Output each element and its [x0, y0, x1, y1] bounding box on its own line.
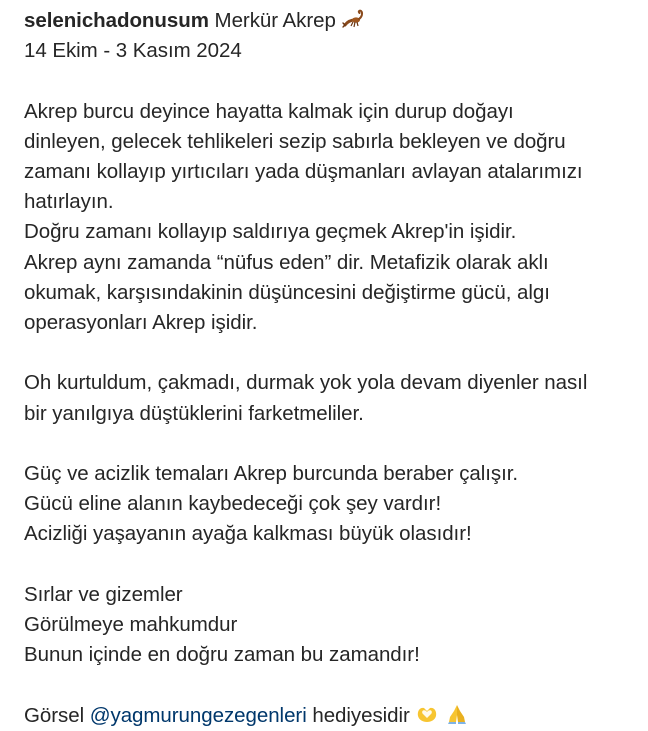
paragraph-line: hatırlayın.	[24, 190, 114, 214]
caption-header	[24, 6, 636, 36]
paragraph-line: Akrep aynı zamanda “nüfus eden” dir. Metafizik olarak aklı	[24, 250, 549, 274]
paragraph-line: Bunun içinde en doğru zaman bu zamandır!	[24, 643, 420, 667]
paragraph-line: zamanı kollayıp yırtıcıları yada düşmanları avlayan atalarımızı	[24, 160, 583, 183]
paragraph-line: dinleyen, gelecek tehlikeleri sezip sabırla bekleyen ve doğru	[24, 129, 566, 153]
paragraph-line: Güç ve acizlik temaları Akrep burcunda beraber çalışır.	[24, 462, 519, 485]
blank-line	[24, 429, 636, 459]
mention-link[interactable]: @yagmurungezegenleri	[89, 703, 307, 727]
paragraph-line: Oh kurtuldum, çakmadı, durmak yok yola devam diyenler nasıl	[24, 371, 588, 395]
paragraph-line: Akrep burcu deyince hayatta kalmak için durup doğayı	[24, 99, 514, 123]
folded-hands-icon	[445, 703, 469, 725]
paragraph-line: bir yanılgıya düştüklerini farketmeliler.	[24, 401, 364, 425]
scorpion-icon	[342, 8, 366, 30]
blank-line	[24, 670, 636, 700]
paragraph-line: operasyonları Akrep işidir.	[24, 311, 258, 335]
paragraph-line: Doğru zamanı kollayıp saldırıya geçmek Akrep'in işidir.	[24, 220, 517, 244]
blank-line	[24, 338, 636, 368]
credit-prefix: Görsel	[24, 703, 90, 727]
post-caption	[24, 6, 636, 731]
caption-dates: 14 Ekim - 3 Kasım 2024	[24, 39, 242, 63]
paragraph-line: okumak, karşısındakinin düşüncesini değiştirme gücü, algı	[24, 280, 550, 304]
paragraph-line: Acizliği yaşayanın ayağa kalkması büyük olasıdır!	[24, 522, 472, 546]
heart-hands-icon	[415, 703, 439, 725]
paragraph-line: Gücü eline alanın kaybedeceği çok şey vardır!	[24, 492, 442, 516]
username-link[interactable]: selenichadonusum	[24, 9, 209, 32]
blank-line	[24, 66, 636, 96]
paragraph-line: Görülmeye mahkumdur	[24, 613, 238, 636]
credit-suffix: hediyesidir	[306, 703, 410, 727]
caption-title: Merkür Akrep	[214, 9, 336, 32]
paragraph-line: Sırlar ve gizemler	[24, 582, 183, 606]
blank-line	[24, 550, 636, 580]
caption-credit	[24, 701, 636, 731]
